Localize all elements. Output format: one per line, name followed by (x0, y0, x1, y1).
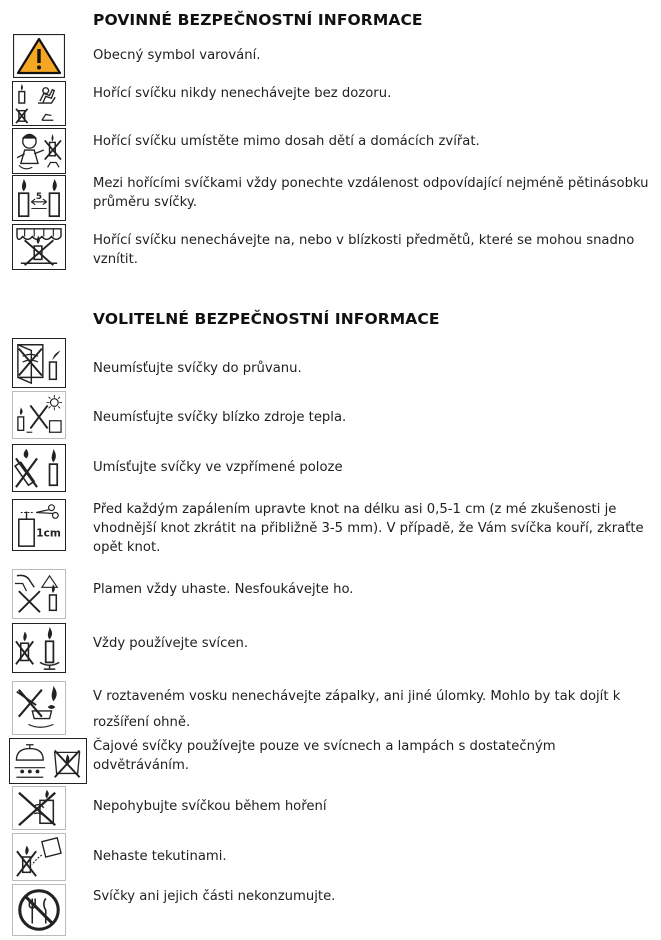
item-text: Čajové svíčky používejte pouze ve svícnech a lampách s dostatečným odvětráváním. (93, 739, 556, 773)
item-text: Vždy používejte svícen. (93, 636, 249, 651)
item-text: Neumísťujte svíčky do průvanu. (93, 361, 302, 376)
item-text: Umísťujte svíčky ve vzpřímené poloze (93, 460, 343, 475)
extinguish-flame-icon (12, 569, 66, 619)
item-text: Nepohybujte svíčkou během hoření (93, 799, 327, 814)
flammable-objects-icon (12, 224, 66, 270)
item-text: Před každým zapálením upravte knot na délku asi 0,5-1 cm (z mé zkušenosti je vhodnější knot zkrátit na přibližně 3-5 mm). V případě, že Vám svíčka kouří, zkraťte opět knot. (93, 502, 644, 555)
warning-triangle-icon (13, 34, 65, 78)
tealight-holder-icon (9, 738, 87, 784)
unattended-candle-icon (12, 81, 66, 126)
trim-wick-icon (12, 499, 66, 551)
upright-candle-icon (12, 444, 66, 492)
item-text: Nehaste tekutinami. (93, 849, 227, 864)
candle-holder-icon (12, 623, 66, 673)
children-pets-icon (12, 128, 66, 174)
item-text: V roztaveném vosku nenechávejte zápalky, ani jiné úlomky. Mohlo by tak dojít k rozšíření ohně. (93, 689, 621, 730)
heading-optional: VOLITELNÉ BEZPEČNOSTNÍ INFORMACE (93, 310, 440, 328)
item-text: Mezi hořícími svíčkami vždy ponechte vzdálenost odpovídající nejméně pětinásobku průměru svíčky. (93, 176, 649, 210)
heading-mandatory: POVINNÉ BEZPEČNOSTNÍ INFORMACE (93, 11, 423, 29)
no-heat-source-icon (12, 391, 66, 439)
svg-text:5: 5 (36, 191, 42, 202)
item-text: Hořící svíčku nikdy nenechávejte bez dozoru. (93, 86, 392, 101)
item-text: Plamen vždy uhaste. Nesfoukávejte ho. (93, 582, 354, 597)
no-draught-icon (12, 338, 66, 388)
item-text: Hořící svíčku nenechávejte na, nebo v blízkosti předmětů, které se mohou snadno vznítit. (93, 233, 635, 267)
no-matches-in-wax-icon (12, 681, 66, 735)
item-text: Svíčky ani jejich části nekonzumujte. (93, 889, 336, 904)
do-not-move-icon (12, 786, 66, 830)
item-text: Neumísťujte svíčky blízko zdroje tepla. (93, 410, 347, 425)
item-text: Hořící svíčku umístěte mimo dosah dětí a domácích zvířat. (93, 134, 480, 149)
do-not-eat-icon (12, 884, 66, 936)
candle-spacing-icon (12, 175, 66, 221)
icon-label: 1cm (36, 527, 61, 540)
item-text: Obecný symbol varování. (93, 48, 261, 63)
no-liquid-icon (12, 833, 66, 881)
